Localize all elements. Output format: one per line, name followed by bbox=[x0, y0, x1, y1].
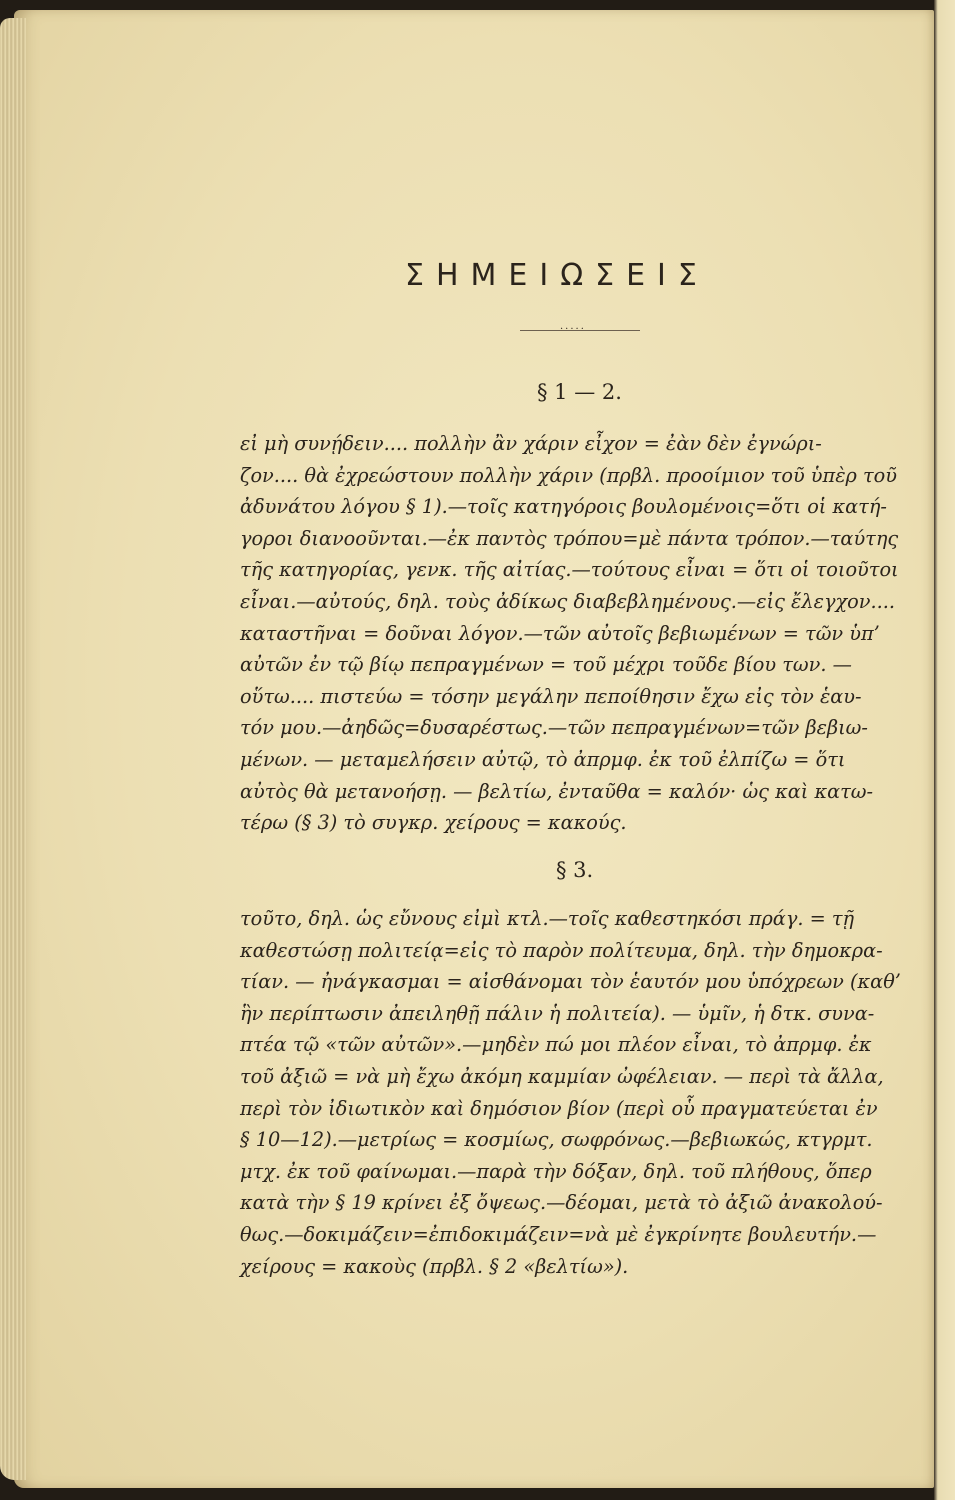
text-line: τίαν. — ἠνάγκασμαι = αἰσθάνομαι τὸν ἑαυτόν μου ὑπόχρεων (καθ’ bbox=[240, 970, 901, 994]
text-line: θως.—δοκιμάζειν=ἐπιδοκιμάζειν=νὰ μὲ ἐγκρίνητε βουλευτήν.— bbox=[240, 1222, 877, 1246]
text-line: ἀδυνάτου λόγου § 1).—τοῖς κατηγόροις βουλομένοις=ὅτι οἱ κατή- bbox=[240, 495, 887, 519]
text-line: γοροι διανοοῦνται.—ἐκ παντὸς τρόπου=μὲ πάντα τρόπον.—ταύτης bbox=[240, 526, 899, 550]
text-line: κατὰ τὴν § 19 κρίνει ἐξ ὄψεως.—δέομαι, μετὰ τὸ ἀξιῶ ἀνακολού- bbox=[240, 1191, 883, 1215]
text-line: τοῦ ἀξιῶ = νὰ μὴ ἔχω ἀκόμη καμμίαν ὠφέλειαν. — περὶ τὰ ἄλλα, bbox=[240, 1064, 884, 1088]
text-line: ζον.... θὰ ἐχρεώστουν πολλὴν χάριν (πρβλ. προοίμιον τοῦ ὑπὲρ τοῦ bbox=[240, 463, 898, 487]
section-1-2-text bbox=[240, 428, 930, 839]
section-label-1-2: § 1 — 2. bbox=[537, 380, 622, 404]
text-line: τόν μου.—ἀηδῶς=δυσαρέστως.—τῶν πεπραγμένων=τῶν βεβιω- bbox=[240, 716, 868, 740]
text-line: τῆς κατηγορίας, γενκ. τῆς αἰτίας.—τούτους εἶναι = ὅτι οἱ τοιοῦτοι bbox=[240, 558, 899, 582]
text-line: χείρους = κακοὺς (πρβλ. § 2 «βελτίω»). bbox=[240, 1254, 629, 1278]
text-line: καθεστώσῃ πολιτείᾳ=εἰς τὸ παρὸν πολίτευμα, δηλ. τὴν δημοκρα- bbox=[240, 938, 883, 962]
text-line: μτχ. ἐκ τοῦ φαίνωμαι.—παρὰ τὴν δόξαν, δηλ. τοῦ πλήθους, ὅπερ bbox=[240, 1159, 872, 1183]
text-line: αὐτὸς θὰ μετανοήσῃ. — βελτίω, ἐνταῦθα = καλόν· ὡς καὶ κατω- bbox=[240, 779, 874, 803]
text-line: εἰ μὴ συνῄδειν.... πολλὴν ἂν χάριν εἶχον = ἐὰν δὲν ἐγνώρι- bbox=[240, 432, 822, 455]
text-line: αὐτῶν ἐν τῷ βίῳ πεπραγμένων = τοῦ μέχρι τοῦδε βίου των. — bbox=[240, 653, 852, 677]
text-line: τέρω (§ 3) τὸ συγκρ. χείρους = κακούς. bbox=[240, 811, 627, 835]
text-line: περὶ τὸν ἰδιωτικὸν καὶ δημόσιον βίον (περὶ οὗ πραγματεύεται ἐν bbox=[240, 1096, 878, 1120]
facing-page-edge bbox=[934, 0, 955, 1500]
page-heading: ΣΗΜΕΙΩΣΕΙΣ bbox=[405, 258, 709, 293]
text-line: μένων. — μεταμελήσειν αὐτῷ, τὸ ἀπρμφ. ἐκ τοῦ ἐλπίζω = ὅτι bbox=[240, 747, 846, 771]
section-3-text bbox=[240, 903, 930, 1282]
text-line: εἶναι.—αὐτούς, δηλ. τοὺς ἀδίκως διαβεβλημένους.—εἰς ἔλεγχον.... bbox=[240, 589, 895, 613]
text-line: τοῦτο, δηλ. ὡς εὔνους εἰμὶ κτλ.—τοῖς καθεστηκόσι πράγ. = τῇ bbox=[240, 907, 855, 930]
ornament-dots: ····· bbox=[560, 324, 586, 335]
text-line: ἣν περίπτωσιν ἀπειληθῇ πάλιν ἡ πολιτεία). — ὑμῖν, ἡ δτκ. συνα- bbox=[240, 1001, 875, 1025]
text-line: πτέα τῷ «τῶν αὐτῶν».—μηδὲν πώ μοι πλέον εἶναι, τὸ ἀπρμφ. ἐκ bbox=[240, 1033, 872, 1057]
section-label-3: § 3. bbox=[556, 858, 594, 882]
text-line: καταστῆναι = δοῦναι λόγον.—τῶν αὐτοῖς βεβιωμένων = τῶν ὑπ’ bbox=[240, 621, 880, 645]
text-line: οὕτω.... πιστεύω = τόσην μεγάλην πεποίθησιν ἔχω εἰς τὸν ἑαυ- bbox=[240, 684, 862, 708]
text-line: § 10—12).—μετρίως = κοσμίως, σωφρόνως.—βεβιωκώς, κτγρμτ. bbox=[240, 1128, 873, 1152]
page-edges bbox=[0, 18, 26, 1480]
